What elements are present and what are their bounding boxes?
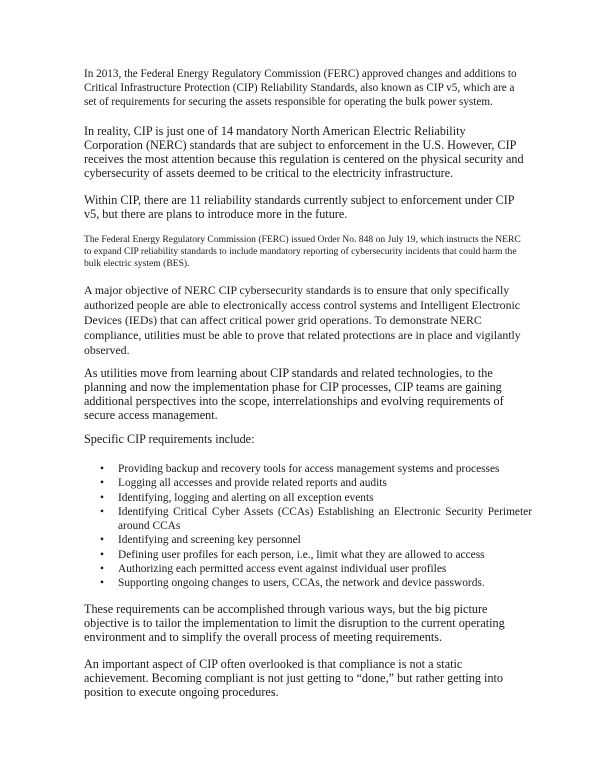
paragraph-cip-objective: A major objective of NERC CIP cybersecurity standards is to ensure that only specifically authorized people are able to electronically access control systems and Intelligent Electronic Devices (IEDs) that can affect critical power grid operations. To demonstrate NERC compliance, utilities must be able to prove that related protections are in place and vigilantly observed. [84,283,521,357]
bullet-marker: • [100,477,104,490]
bullet-marker: • [100,534,104,547]
paragraph-requirements-intro: Specific CIP requirements include: [84,432,255,446]
list-item-text: Defining user profiles for each person, i.e., limit what they are allowed to access [118,548,485,561]
bullet-marker: • [100,548,104,561]
list-item [100,476,532,490]
list-item-text: Identifying Critical Cyber Assets (CCAs) Establishing an Electronic Security Perimeter around CCAs [118,505,532,533]
paragraph-cip-v5: Within CIP, there are 11 reliability standards currently subject to enforcement under CIP v5, but there are plans to introduce more in the future. [84,193,515,221]
requirements-list [100,462,532,591]
bullet-marker: • [100,505,104,518]
list-item-text: Authorizing each permitted access event against individual user profiles [118,563,447,576]
paragraph-ongoing-compliance: An important aspect of CIP often overlooked is that compliance is not a static achievement. Becoming compliant is not just getting to “done,” but rather getting into position to execute ongoing procedures. [84,657,504,699]
list-item [100,491,532,505]
paragraph-big-picture: These requirements can be accomplished through various ways, but the big picture objective is to tailor the implementation to limit the disruption to the current operating environment and to simplify the overall process of meeting requirements. [84,602,505,644]
list-item-text: Logging all accesses and provide related reports and audits [118,477,387,490]
list-item [100,533,532,547]
list-item [100,462,532,476]
list-item [100,505,532,534]
list-item-text: Identifying, logging and alerting on all exception events [118,491,374,504]
list-item-text: Identifying and screening key personnel [118,534,301,547]
bullet-marker: • [100,563,104,576]
list-item [100,562,532,576]
bullet-marker: • [100,577,104,590]
list-item-text: Providing backup and recovery tools for access management systems and processes [118,463,500,475]
paragraph-implementation-phase: As utilities move from learning about CIP standards and related technologies, to the planning and now the implementation phase for CIP processes, CIP teams are gaining additional perspectives into the scope, interrelationships and evolving requirements of secure access management. [84,366,504,422]
list-item [100,548,532,562]
bullet-marker: • [100,463,104,475]
list-item-text: Supporting ongoing changes to users, CCAs, the network and device passwords. [118,577,485,590]
paragraph-nerc-standards: In reality, CIP is just one of 14 mandatory North American Electric Reliability Corporation (NERC) standards that are subject to enforcement in the U.S. However, CIP receives the most attention because this regulation is centered on the physical security and cybersecurity of assets deemed to be critical to the electricity infrastructure. [84,124,524,180]
paragraph-ferc-2013: In 2013, the Federal Energy Regulatory Commission (FERC) approved changes and additions to Critical Infrastructure Protection (CIP) Reliability Standards, also known as CIP v5, which are a set of requirements for securing the assets responsible for operating the bulk power system. [84,68,517,108]
bullet-marker: • [100,491,104,504]
list-item [100,576,532,590]
paragraph-order-848: The Federal Energy Regulatory Commission (FERC) issued Order No. 848 on July 19, which instructs the NERC to expand CIP reliability standards to include mandatory reporting of cybersecurity incidents that could harm the bulk electric system (BES). [84,234,521,269]
